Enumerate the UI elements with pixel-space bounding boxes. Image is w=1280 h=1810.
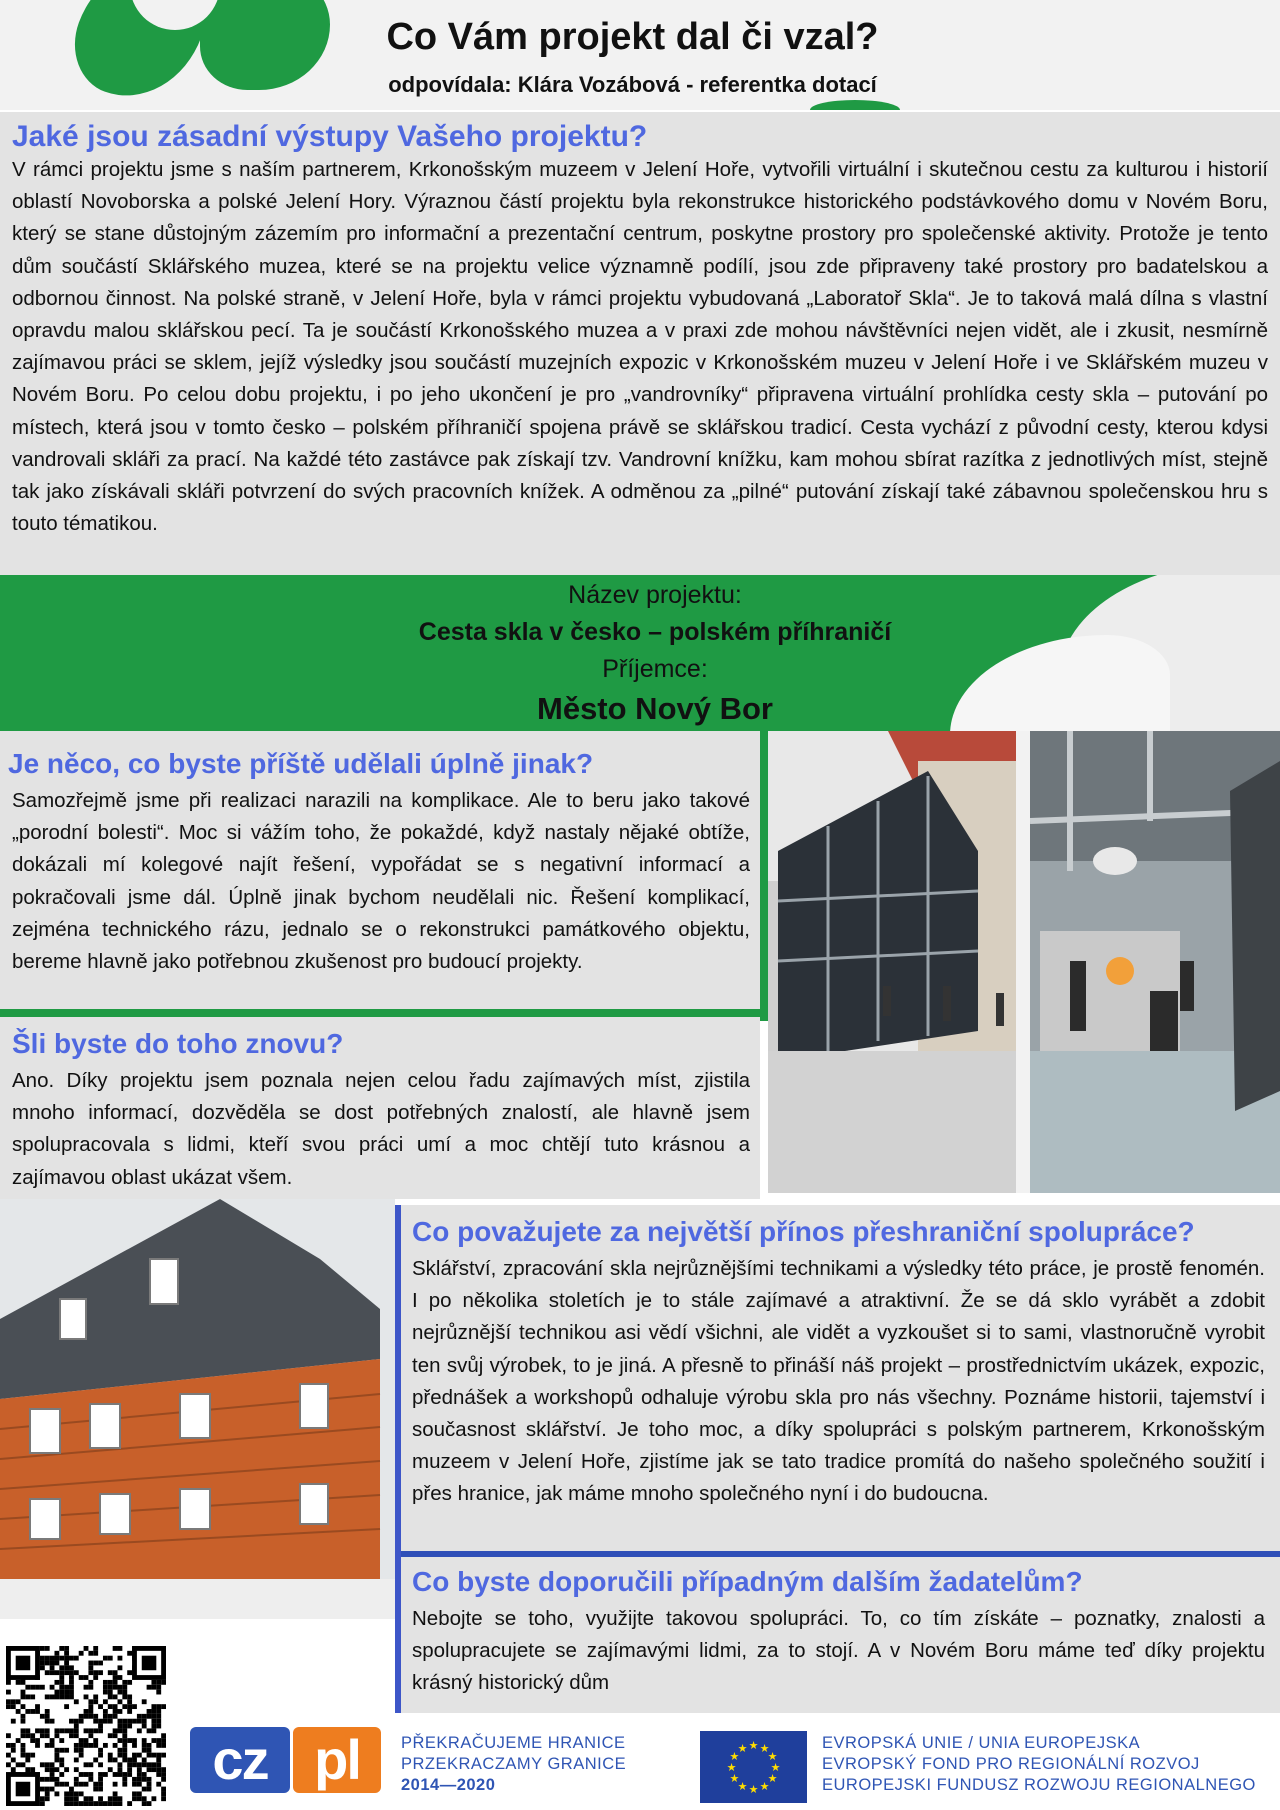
svg-text:★: ★ bbox=[737, 1780, 748, 1794]
eu-line-3: EUROPEJSKI FUNDUSZ ROZWOJU REGIONALNEGO bbox=[822, 1776, 1256, 1794]
project-name: Cesta skla v česko – polském příhraničí bbox=[418, 618, 892, 646]
decorative-leaf-shape bbox=[810, 100, 900, 110]
section-text: V rámci projektu jsme s naším partnerem, Krkonošským muzeem v Jelení Hoře, vytvořili virtuální i skutečnou cestu za kulturou i historií oblastí Novoborska a polské Jelení Hory. Výraznou částí projektu byla rekonstrukce historického podstávkového domu v Novém Boru, který se stane důstojným zázemím pro informační a prezentační centrum, poskytne prostory pro společenské aktivity. Protože je tento dům součástí Sklářského muzea, které se na projektu velice významně podílí, jsou zde připraveny také prostory pro badatelskou a odbornou činnost. Na polské straně, v Jelení Hoře, byla v rámci projektu vybudovaná „Laboratoř Skla“. Je to taková malá dílna s vlastní opravdu malou sklářskou pecí. Ta je součástí Krkonošského muzea a v praxi zde mohou návštěvníci nejen vidět, ale i zkusit, nesmírně zajímavou práci se sklem, jejíž výsledky jsou součástí muzejních expozic v Krkonošském muzeu v Jelení Hoře i ve Sklářském muzeu v Novém Boru. Po celou dobu projektu, i po jeho ukončení je pro „vandrovníky“ připravena virtuální prohlídka cesty skla – putování po místech, která jsou v tomto česko – polském příhraničí spojena právě se sklářskou tradicí. Cesta vychází z původní cesty, kterou kdysi vandrovali skláři za prací. Na každé této zastávce pak získají tzv. Vandrovní knížku, kam mohou sbírat razítka z jednotlivých míst, stejně tak jako získávali skláři potvrzení do svých pracovních knížek. A odměnou za „pilné“ putování získají také zábavnou společenskou hru s touto tématikou. bbox=[12, 158, 1268, 536]
svg-text:★: ★ bbox=[767, 1772, 778, 1785]
recipient-label: Příjemce: bbox=[602, 655, 708, 683]
svg-text:★: ★ bbox=[759, 1780, 770, 1794]
middle-left-panel bbox=[0, 731, 760, 1199]
photo-glass-building bbox=[768, 731, 1016, 1193]
eu-line-2: EVROPSKÝ FOND PRO REGIONÁLNÍ ROZVOJ bbox=[822, 1755, 1200, 1773]
svg-text:★: ★ bbox=[729, 1750, 740, 1763]
footer bbox=[175, 1713, 1280, 1810]
project-label: Název projektu: bbox=[568, 581, 742, 609]
divider bbox=[395, 1205, 401, 1713]
eu-flag-icon bbox=[700, 1731, 807, 1803]
program-line-2: PRZEKRACZAMY GRANICE bbox=[401, 1755, 627, 1773]
program-text bbox=[401, 1733, 626, 1796]
eu-line-1: EVROPSKÁ UNIE / UNIA EUROPEJSKA bbox=[822, 1734, 1141, 1752]
project-banner bbox=[0, 575, 1280, 731]
header bbox=[0, 0, 1280, 110]
qr-code[interactable] bbox=[0, 1640, 175, 1810]
section-heading: Šli byste do toho znovu? bbox=[12, 1028, 344, 1059]
section-outputs bbox=[0, 112, 1280, 575]
section-again bbox=[12, 1027, 750, 1194]
photo-glass-workshop bbox=[1030, 731, 1280, 1193]
photo-gap bbox=[1016, 731, 1030, 1193]
right-column bbox=[395, 1205, 1280, 1713]
section-text: Nebojte se toho, využijte takovou spolupráci. To, co tím získáte – poznatky, znalosti a spolupracujete se zajímavými lidmi, za to stojí. A v Novém Boru máme teď díky projektu krásný historický dům bbox=[412, 1607, 1265, 1695]
divider bbox=[760, 731, 768, 1021]
eu-text bbox=[822, 1733, 1256, 1796]
section-heading: Jaké jsou zásadní výstupy Vašeho projektu? bbox=[12, 120, 648, 153]
svg-text:★: ★ bbox=[748, 1783, 759, 1796]
section-heading: Je něco, co byste příště udělali úplně jinak? bbox=[8, 748, 594, 779]
section-differently bbox=[8, 747, 750, 978]
qr-code-icon bbox=[6, 1646, 166, 1806]
cz-logo: cz bbox=[190, 1727, 290, 1793]
svg-text:★: ★ bbox=[748, 1739, 759, 1752]
page-title: Co Vám projekt dal či vzal? bbox=[386, 16, 879, 58]
divider bbox=[0, 1009, 760, 1017]
svg-text:★: ★ bbox=[737, 1741, 748, 1755]
section-heading: Co považujete za největší přínos přeshraniční spolupráce? bbox=[412, 1216, 1195, 1247]
section-benefit bbox=[412, 1215, 1265, 1511]
section-text: Sklářství, zpracování skla nejrůznějšími technikami a výsledky této práce, je prostě fenomén. I po několika stoletích je to stále zajímavé a atraktivní. Že se dá sklo vyrábět a zdobit nejrůznější technikou asi vědí všichni, ale vidět a vyzkoušet si to sami, vlastnoručně vyrobit ten svůj výrobek, to je jiná. A přesně to přináší náš projekt – prostřednictvím ukázek, expozic, přednášek a workshopů odhaluje výrobu skla pro nás všechny. Poznáme historii, tajemství i současnost sklářství. Je toho moc, a díky spolupráci s polským partnerem, Krkonošským muzeem v Jelení Hoře, zjistíme jak se tato tradice promítá do našeho společného soužití i přes hranice, jak máme mnoho společného nyní i do budoucna. bbox=[412, 1257, 1265, 1506]
pl-logo: pl bbox=[293, 1727, 381, 1793]
recipient-name: Město Nový Bor bbox=[537, 691, 773, 726]
page-subtitle: odpovídala: Klára Vozábová - referentka dotací bbox=[388, 72, 877, 97]
section-text: Ano. Díky projektu jsem poznala nejen celou řadu zajímavých míst, zjistila mnoho informací, dozvěděla se dost potřebných znalostí, ale hlavně jsem spolupracovala s lidmi, kteří svou práci umí a moc chtějí tuto krásnou a zajímavou oblast ukázat všem. bbox=[12, 1069, 750, 1189]
program-line-1: PŘEKRAČUJEME HRANICE bbox=[401, 1734, 626, 1752]
svg-text:★: ★ bbox=[726, 1761, 737, 1774]
svg-text:★: ★ bbox=[759, 1741, 770, 1755]
svg-text:★: ★ bbox=[767, 1750, 778, 1763]
svg-text:★: ★ bbox=[729, 1772, 740, 1785]
section-heading: Co byste doporučili případným dalším žadatelům? bbox=[412, 1566, 1083, 1597]
svg-text:★: ★ bbox=[770, 1761, 781, 1774]
program-years: 2014—2020 bbox=[401, 1776, 496, 1794]
section-text: Samozřejmě jsme při realizaci narazili na komplikace. Ale to beru jako takové „porodní bolesti“. Moc si vážím toho, že pokaždé, když nastaly nějaké obtíže, dokázali mí kolegové najít řešení, vypořádat se s negativní informací a pokračovali jsme dál. Úplně jinak bychom neudělali nic. Řešení komplikací, zejména technického rázu, jednalo se o rekonstrukci památkového objektu, bereme hlavně jako potřebnou zkušenost pro budoucí projekty. bbox=[12, 789, 750, 974]
section-recommend bbox=[412, 1565, 1265, 1700]
divider bbox=[401, 1551, 1280, 1557]
photo-historic-house bbox=[0, 1199, 395, 1619]
